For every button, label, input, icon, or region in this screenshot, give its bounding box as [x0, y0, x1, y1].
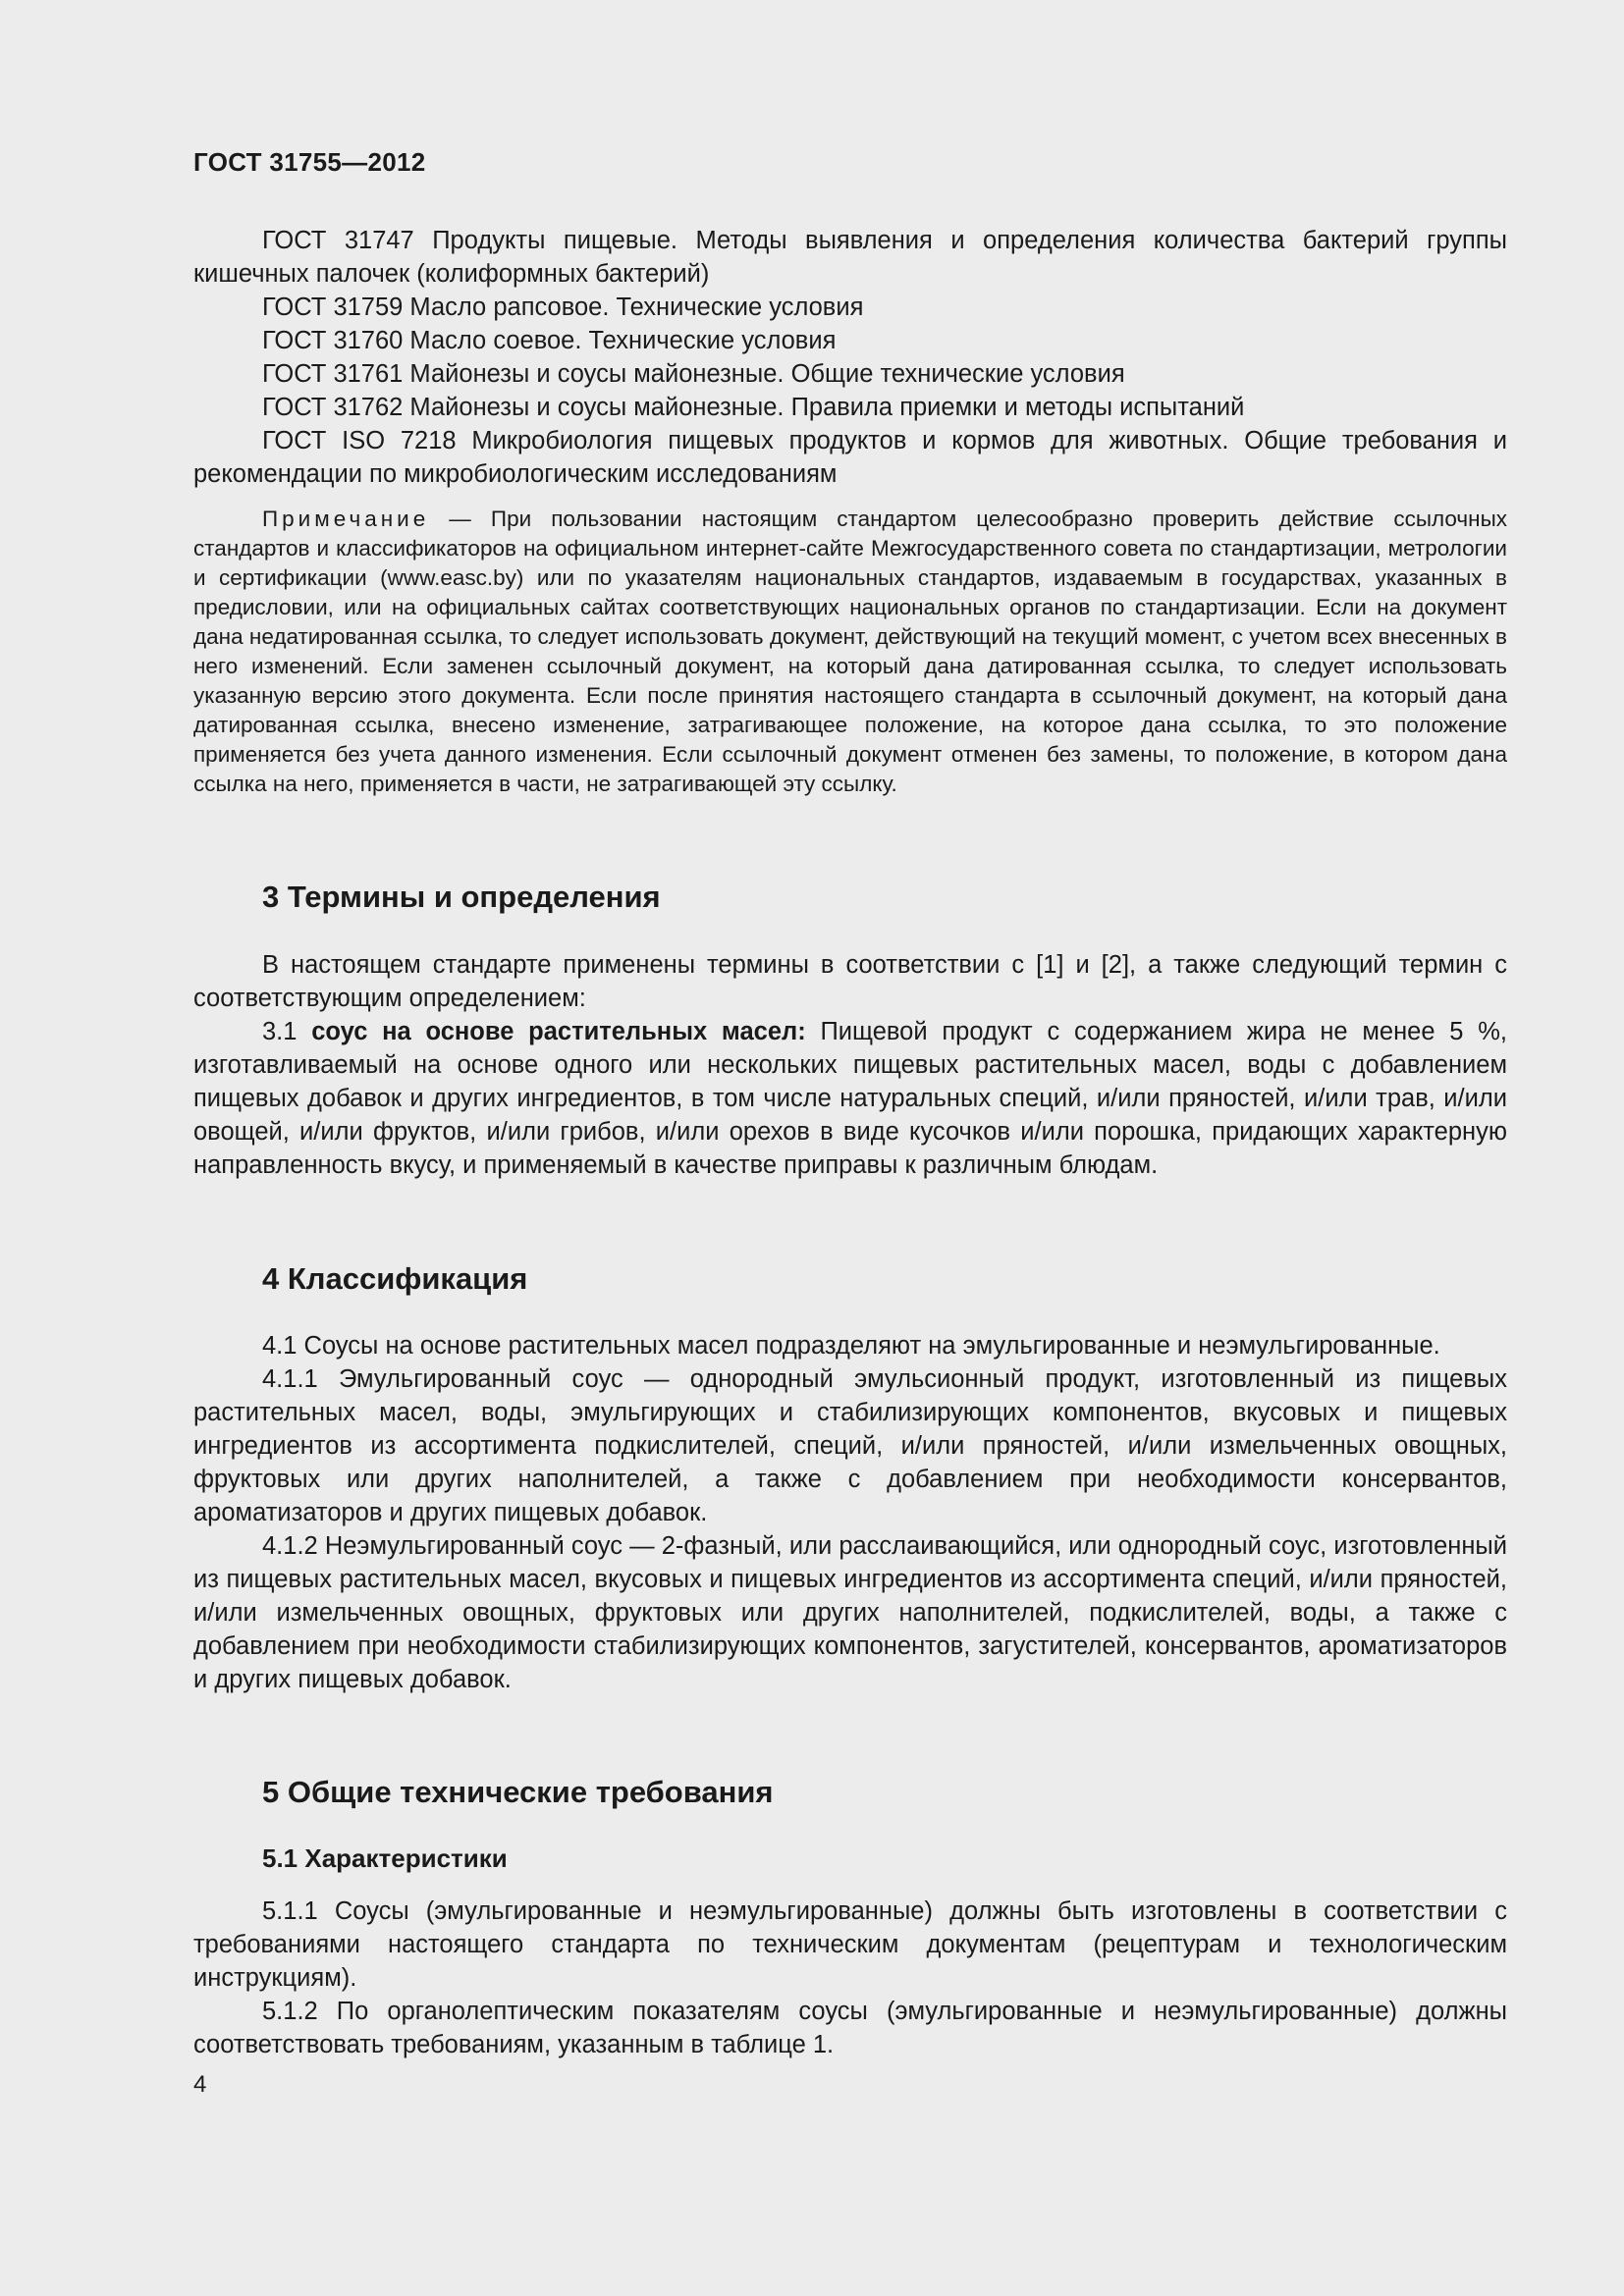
reference-item: ГОСТ 31762 Майонезы и соусы майонезные. Правила приемки и методы испытаний	[262, 394, 1245, 421]
reference-item: ГОСТ 31760 Масло соевое. Технические условия	[262, 327, 837, 354]
paragraph-5-1-1: 5.1.1 Соусы (эмульгированные и неэмульгированные) должны быть изготовлены в соответствии с требованиями настоящего стандарта по техническим документам (рецептурам и технологическим инструкциям).	[193, 1897, 1507, 1992]
note-dash: —	[429, 507, 491, 531]
reference-item: ГОСТ 31759 Масло рапсовое. Технические условия	[262, 294, 864, 321]
note-paragraph	[193, 505, 1507, 799]
reference-item: ГОСТ 31761 Майонезы и соусы майонезные. Общие технические условия	[262, 360, 1125, 388]
paragraph-4-1: 4.1 Соусы на основе растительных масел подразделяют на эмульгированные и неэмульгированные.	[262, 1332, 1440, 1360]
subsection-5-1-heading: 5.1 Характеристики	[262, 1843, 508, 1873]
term-definition	[193, 1015, 1507, 1182]
page-number: 4	[193, 2071, 207, 2098]
normative-references-list	[193, 224, 1507, 491]
section-4-body	[193, 1329, 1507, 1696]
reference-item: ГОСТ 31747 Продукты пищевые. Методы выявления и определения количества бактерий группы кишечных палочек (колиформных бактерий)	[193, 227, 1507, 288]
term-number: 3.1	[262, 1018, 312, 1045]
section-5-body	[193, 1895, 1507, 2061]
section-5-heading: 5 Общие технические требования	[262, 1775, 774, 1809]
paragraph-4-1-2: 4.1.2 Неэмульгированный соус — 2-фазный, или расслаивающийся, или однородный соус, изготовленный из пищевых растительных масел, вкусовых и пищевых ингредиентов из ассортимента специй, и/или пряностей, и/или измельченных овощных, фруктовых или других наполнителей, подкислителей, воды, а также с добавлением при необходимости стабилизирующих компонентов, загустителей, консервантов, ароматизаторов и других пищевых добавок.	[193, 1532, 1507, 1693]
paragraph-5-1-2: 5.1.2 По органолептическим показателям соусы (эмульгированные и неэмульгированные) должны соответствовать требованиям, указанным в таблице 1.	[193, 1998, 1507, 2058]
reference-item: ГОСТ ISO 7218 Микробиология пищевых продуктов и кормов для животных. Общие требования и рекомендации по микробиологическим исследованиям	[193, 427, 1507, 488]
paragraph-4-1-1: 4.1.1 Эмульгированный соус — однородный эмульсионный продукт, изготовленный из пищевых растительных масел, воды, эмульгирующих и стабилизирующих компонентов, вкусовых и пищевых ингредиентов из ассортимента подкислителей, специй, и/или пряностей, и/или измельченных овощных, фруктовых или других наполнителей, а также с добавлением при необходимости консервантов, ароматизаторов и других пищевых добавок.	[193, 1365, 1507, 1526]
document-header: ГОСТ 31755—2012	[193, 147, 426, 177]
note-text: При пользовании настоящим стандартом целесообразно проверить действие ссылочных стандартов и классификаторов на официальном интернет-сайте Межгосударственного совета по стандартизации, метрологии и сертификации (www.easc.by) или по указателям национальных стандартов, издаваемым в государствах, указанных в предисловии, или на официальных сайтах соответствующих национальных органов по стандартизации. Если на документ дана недатированная ссылка, то следует использовать документ, действующий на текущий момент, с учетом всех внесенных в него изменений. Если заменен ссылочный документ, на который дана датированная ссылка, то следует использовать указанную версию этого документа. Если после принятия настоящего стандарта в ссылочный документ, на который дана датированная ссылка, внесено изменение, затрагивающее положение, на которое дана ссылка, то это положение применяется без учета данного изменения. Если ссылочный документ отменен без замены, то положение, в котором дана ссылка на него, применяется в части, не затрагивающей эту ссылку.	[193, 507, 1507, 796]
term-name: соус на основе растительных масел:	[311, 1018, 806, 1045]
section-3-heading: 3 Термины и определения	[262, 880, 661, 914]
note-label: Примечание	[262, 507, 430, 531]
section-4-heading: 4 Классификация	[262, 1261, 528, 1296]
section-3-body	[193, 948, 1507, 1182]
section-3-intro: В настоящем стандарте применены термины в соответствии с [1] и [2], а также следующий термин с соответствующим определением:	[193, 951, 1507, 1012]
term-definition-text: Пищевой продукт с содержанием жира не менее 5 %, изготавливаемый на основе одного или нескольких пищевых растительных масел, воды с добавлением пищевых добавок и других ингредиентов, в том числе натуральных специй, и/или пряностей, и/или трав, и/или овощей, и/или фруктов, и/или грибов, и/или орехов в виде кусочков и/или порошка, придающих характерную направленность вкусу, и применяемый в качестве приправы к различным блюдам.	[193, 1018, 1507, 1179]
